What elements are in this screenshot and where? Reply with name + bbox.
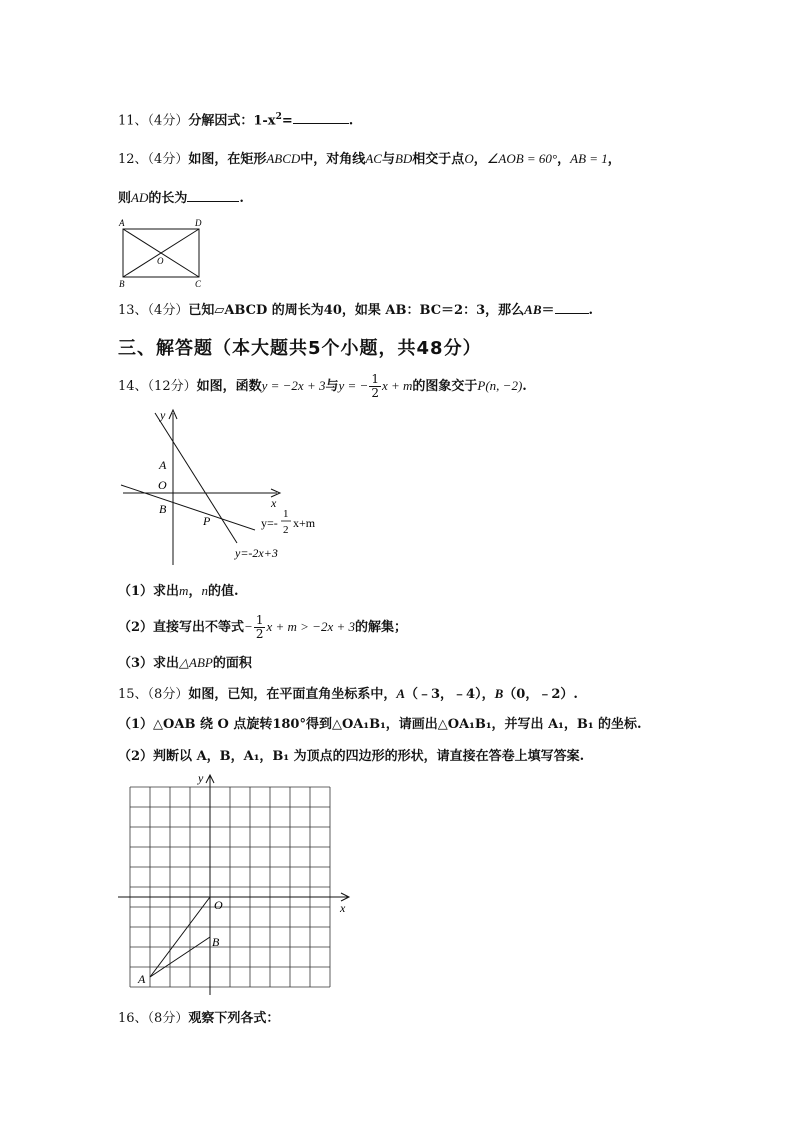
question-text: 分解因式： [188, 113, 254, 129]
math-ab: AB [524, 302, 542, 317]
question-15-sub1: （1）△OAB 绕 O 点旋转180°得到△OA₁B₁，请画出△OA₁B₁，并写出 A₁，B₁ 的坐标. [118, 717, 642, 732]
label-a: A [159, 458, 167, 472]
question-text: ＝ [541, 303, 555, 318]
function-2-prefix: y = − [338, 378, 369, 393]
fraction-numerator: 1 [255, 613, 264, 627]
math-o: O [464, 151, 474, 166]
question-text: 如图，函数 [196, 379, 262, 394]
label-o: O [214, 898, 223, 912]
math-ab: AB = 1 [570, 151, 608, 166]
coord-b: （0，﹣2）. [503, 687, 578, 702]
function-graph [115, 405, 345, 570]
label-b: B [212, 935, 220, 949]
question-15-sub2: （2）判断以 A，B，A₁，B₁ 为顶点的四边形的形状，请直接在答卷上填写答案. [118, 749, 585, 764]
question-14-sub3 [118, 654, 252, 673]
answer-blank[interactable] [555, 300, 589, 314]
line-label-2: y=-2x+3 [235, 546, 278, 560]
line-label-1-den: 2 [283, 524, 289, 536]
question-14-sub2 [118, 612, 407, 643]
equals-sign: = [281, 113, 293, 129]
question-text: 中，对角线 [300, 152, 366, 167]
fraction-half [254, 614, 266, 641]
question-text: 如图，已知，在平面直角坐标系中， [188, 687, 397, 702]
question-number: 11、 [118, 113, 148, 129]
period: . [588, 303, 594, 318]
axis-label-x: x [340, 901, 346, 915]
sub-question-text: 的解集； [355, 620, 408, 635]
line-label-1-num: 1 [283, 508, 289, 520]
sub-question-text: （2）直接写出不等式 [118, 620, 245, 635]
label-a: A [119, 218, 125, 228]
fraction-denominator: 2 [255, 627, 264, 641]
math-m: m [179, 583, 189, 598]
expression-exp: 2 [275, 112, 282, 122]
question-number: 13、 [118, 303, 148, 318]
question-text: 与 [325, 379, 339, 394]
inequality-prefix: − [244, 619, 253, 634]
math-ad: AD [131, 190, 149, 205]
question-number: 15、 [118, 687, 148, 702]
sub-question-text: （1）求出 [118, 584, 180, 599]
question-points: （8分） [147, 687, 189, 702]
label-o: O [157, 256, 164, 266]
question-text: 如图，在矩形 [188, 152, 267, 167]
axis-label-y: y [160, 408, 166, 422]
fraction-denominator: 2 [371, 386, 379, 400]
sub-question-text: （3）求出 [118, 656, 180, 671]
label-b: B [159, 502, 167, 516]
math-ac: AC [365, 151, 382, 166]
question-number: 16、 [118, 1011, 148, 1026]
question-text: 相交于点 [412, 152, 465, 167]
question-16 [118, 1010, 279, 1028]
question-text: 已知▱ABCD 的周长为40，如果 AB：BC＝2：3，那么 [188, 303, 525, 318]
period: . [522, 379, 527, 394]
question-text: 的图象交于 [412, 379, 478, 394]
sub-question-text: 的面积 [212, 656, 252, 671]
label-a: A [138, 972, 146, 986]
axis-label-x: x [271, 496, 277, 510]
function-2-suffix: x + m [381, 378, 413, 393]
question-text: ， [557, 152, 571, 167]
period: . [348, 113, 354, 129]
point-p: P(n, −2) [477, 378, 523, 393]
question-text: 与 [381, 152, 395, 167]
question-points: （4分） [147, 152, 189, 167]
math-a: A [396, 686, 406, 701]
question-15 [118, 685, 578, 704]
label-b: B [119, 279, 125, 289]
coord-a: （﹣3，﹣4）， [405, 687, 495, 702]
math-abcd: ABCD [266, 151, 301, 166]
question-points: （12分） [147, 379, 197, 394]
sub-question-text: 的值. [207, 584, 239, 599]
question-text: ， [473, 152, 487, 167]
expression: 1- [253, 113, 268, 129]
label-c: C [195, 279, 202, 289]
coordinate-grid [118, 770, 363, 1000]
question-12-line2 [118, 188, 244, 208]
question-points: （4分） [147, 113, 189, 129]
question-13 [118, 300, 593, 320]
grid-lines [130, 787, 330, 987]
question-number: 12、 [118, 152, 148, 167]
math-b: B [494, 686, 504, 701]
section-title: 三、解答题（本大题共5个小题，共48分） [118, 338, 482, 359]
question-number: 14、 [118, 379, 148, 394]
fraction-half [369, 373, 381, 400]
label-p: P [203, 514, 211, 528]
question-text: ， [607, 152, 621, 167]
period: . [239, 191, 244, 206]
question-text: 观察下列各式： [188, 1011, 280, 1026]
question-14 [118, 371, 527, 402]
answer-blank[interactable] [293, 110, 349, 124]
question-14-sub1 [118, 582, 238, 601]
rectangle-figure [115, 217, 211, 289]
question-points: （8分） [147, 1011, 189, 1026]
math-triangle-abp: △ABP [179, 655, 213, 670]
math-bd: BD [394, 151, 413, 166]
math-angle: ∠AOB = 60° [486, 151, 558, 166]
expression-var: x [267, 113, 276, 129]
inequality-suffix: x + m > −2x + 3 [266, 619, 355, 634]
function-1: y = −2x + 3 [261, 378, 326, 393]
label-d: D [195, 218, 202, 228]
answer-blank[interactable] [187, 188, 239, 202]
question-12 [118, 150, 621, 169]
sub-question-text: ， [188, 584, 202, 599]
label-o: O [158, 478, 167, 492]
line-label-1-prefix: y=- [261, 516, 278, 530]
line-label-1-suffix: x+m [293, 516, 316, 530]
question-11 [118, 108, 353, 130]
math-n: n [201, 583, 208, 598]
question-text: 则 [118, 191, 132, 206]
fraction-numerator: 1 [371, 372, 379, 386]
question-points: （4分） [147, 303, 189, 318]
question-text: 的长为 [148, 191, 188, 206]
axis-label-y: y [198, 771, 204, 785]
